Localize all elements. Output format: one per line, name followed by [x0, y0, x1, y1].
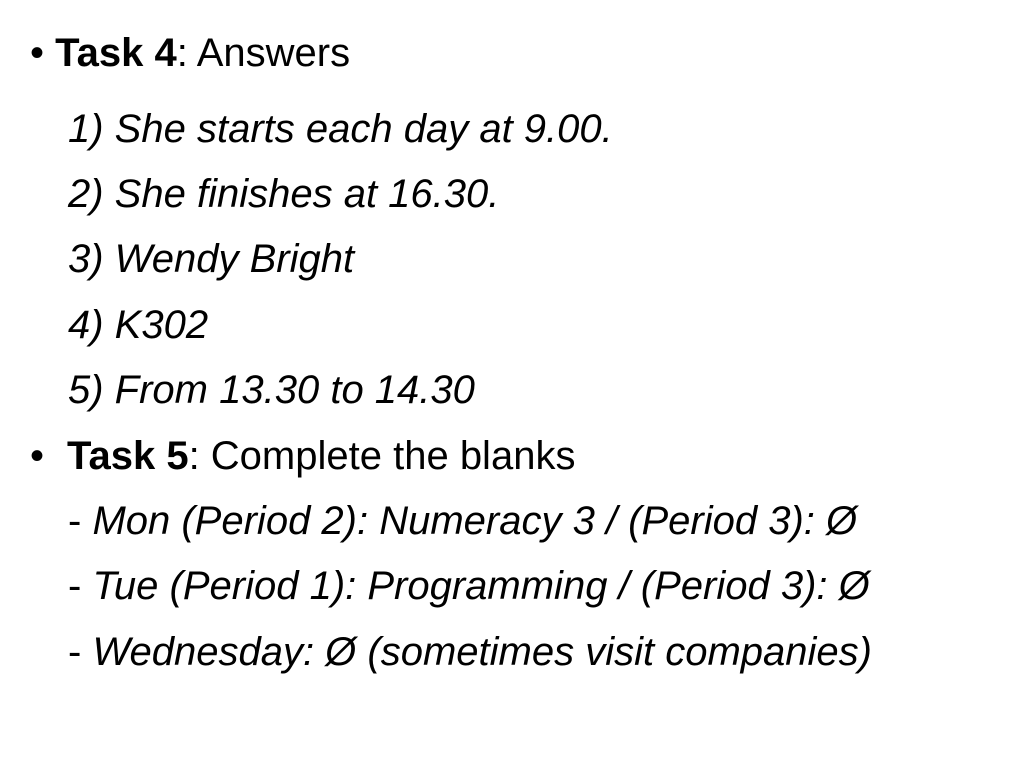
task5-title-rest: : Complete the blanks — [188, 434, 576, 478]
task4-answer-3: 3) Wendy Bright — [68, 237, 355, 281]
task5-item-text: Tue (Period 1): Programming / (Period 3): Ø — [92, 564, 870, 608]
dash-marker: - — [68, 564, 93, 608]
bullet-icon: • — [30, 434, 45, 478]
task5-item-1 — [68, 498, 857, 544]
bullet-icon: • — [30, 31, 45, 75]
task5-title-bold: Task 5 — [67, 434, 189, 478]
dash-marker: - — [68, 499, 93, 543]
task4-title-rest: : Answers — [176, 31, 351, 75]
task5-item-2 — [68, 563, 870, 609]
task5-item-text: Wednesday: Ø (sometimes visit companies) — [92, 630, 872, 674]
task4-title-bold: Task 4 — [55, 31, 177, 75]
task4-answer-1: 1) She starts each day at 9.00. — [68, 107, 613, 151]
task4-answer-2: 2) She finishes at 16.30. — [68, 172, 500, 216]
task5-item-text: Mon (Period 2): Numeracy 3 / (Period 3): Ø — [92, 499, 858, 543]
task5-heading — [30, 433, 575, 479]
task4-answer-5: 5) From 13.30 to 14.30 — [68, 368, 475, 412]
task4-heading — [30, 30, 350, 76]
task4-answer-4: 4) K302 — [68, 303, 209, 347]
task5-item-3 — [68, 629, 872, 675]
dash-marker: - — [68, 630, 93, 674]
